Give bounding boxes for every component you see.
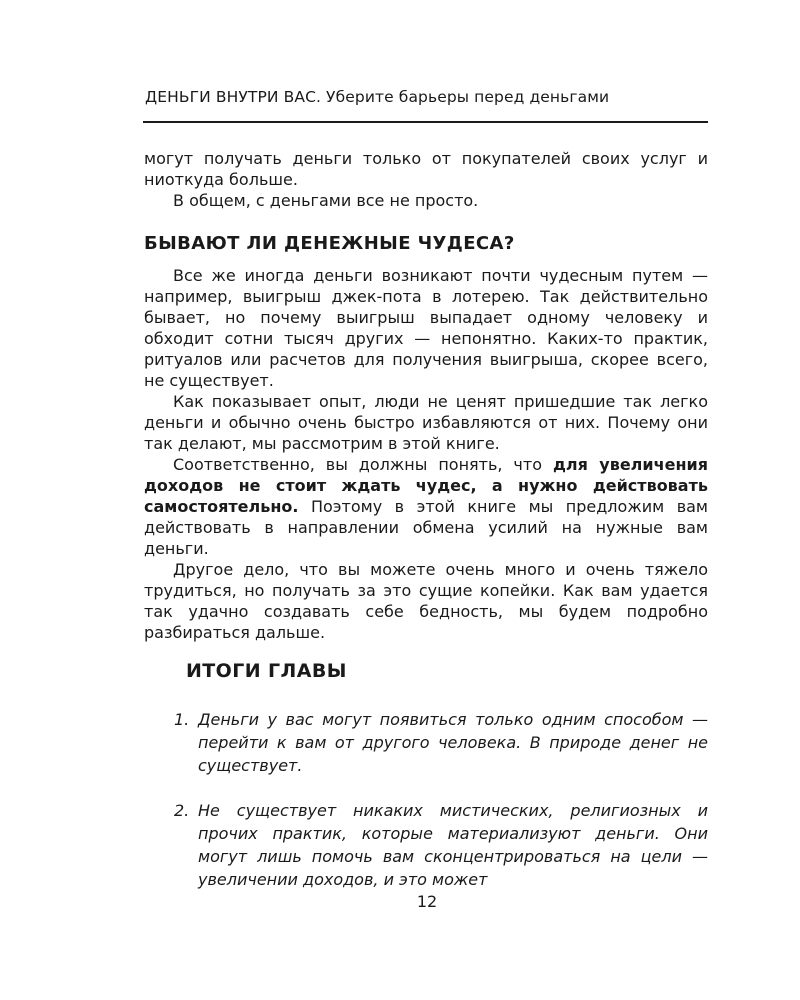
page-number: 12	[416, 892, 438, 911]
summary-item-number: 1.	[174, 710, 190, 729]
summary-item-text: Деньги у вас могут появиться только одним способом — перейти к вам от другого человека. В природе денег не существует.	[198, 710, 708, 775]
summary-item-number: 2.	[174, 801, 190, 820]
header-rule	[143, 121, 708, 123]
paragraph: Другое дело, что вы можете очень много и очень тяжело трудиться, но получать за это сущие копейки. Как вам удается так удачно создавать себе бедность, мы будем подробно разбираться дальше.	[144, 560, 708, 642]
summary-item	[174, 708, 708, 777]
emphasis-text: для увеличения доходов не стоит ждать чудес, а нужно действовать самостоятельно.	[144, 455, 708, 516]
page-body	[144, 148, 708, 913]
summary-item	[174, 799, 708, 891]
summary-heading: ИТОГИ ГЛАВЫ	[186, 660, 347, 682]
paragraph: В общем, с деньгами все не просто.	[173, 191, 479, 210]
section-heading: БЫВАЮТ ЛИ ДЕНЕЖНЫЕ ЧУДЕСА?	[144, 233, 515, 254]
paragraph: Как показывает опыт, люди не ценят пришедшие так легко деньги и обычно очень быстро избавляются от них. Почему они так делают, мы рассмотрим в этой книге.	[144, 392, 708, 453]
paragraph-text: Поэтому в этой книге мы предложим вам действовать в направлении обмена усилий на нужные вам деньги.	[144, 497, 708, 558]
paragraph: Все же иногда деньги возникают почти чудесным путем — например, выигрыш джек-пота в лотерею. Так действительно бывает, но почему выигрыш выпадает одному человеку и обходит сотни тысяч других — непонятно. Каких-то практик, ритуалов или расчетов для получения выигрыша, скорее всего, не существует.	[144, 266, 708, 390]
paragraph-with-emphasis	[144, 454, 708, 559]
paragraph-continued: могут получать деньги только от покупателей своих услуг и ниоткуда больше.	[144, 149, 708, 189]
summary-list	[174, 708, 708, 891]
summary-item-text: Не существует никаких мистических, религиозных и прочих практик, которые материализуют деньги. Они могут лишь помочь вам сконцентрироваться на цели — увеличении доходов, и это может	[198, 801, 708, 889]
paragraph-text: Соответственно, вы должны понять, что	[173, 455, 553, 474]
running-header: ДЕНЬГИ ВНУТРИ ВАС. Уберите барьеры перед деньгами	[145, 88, 610, 106]
